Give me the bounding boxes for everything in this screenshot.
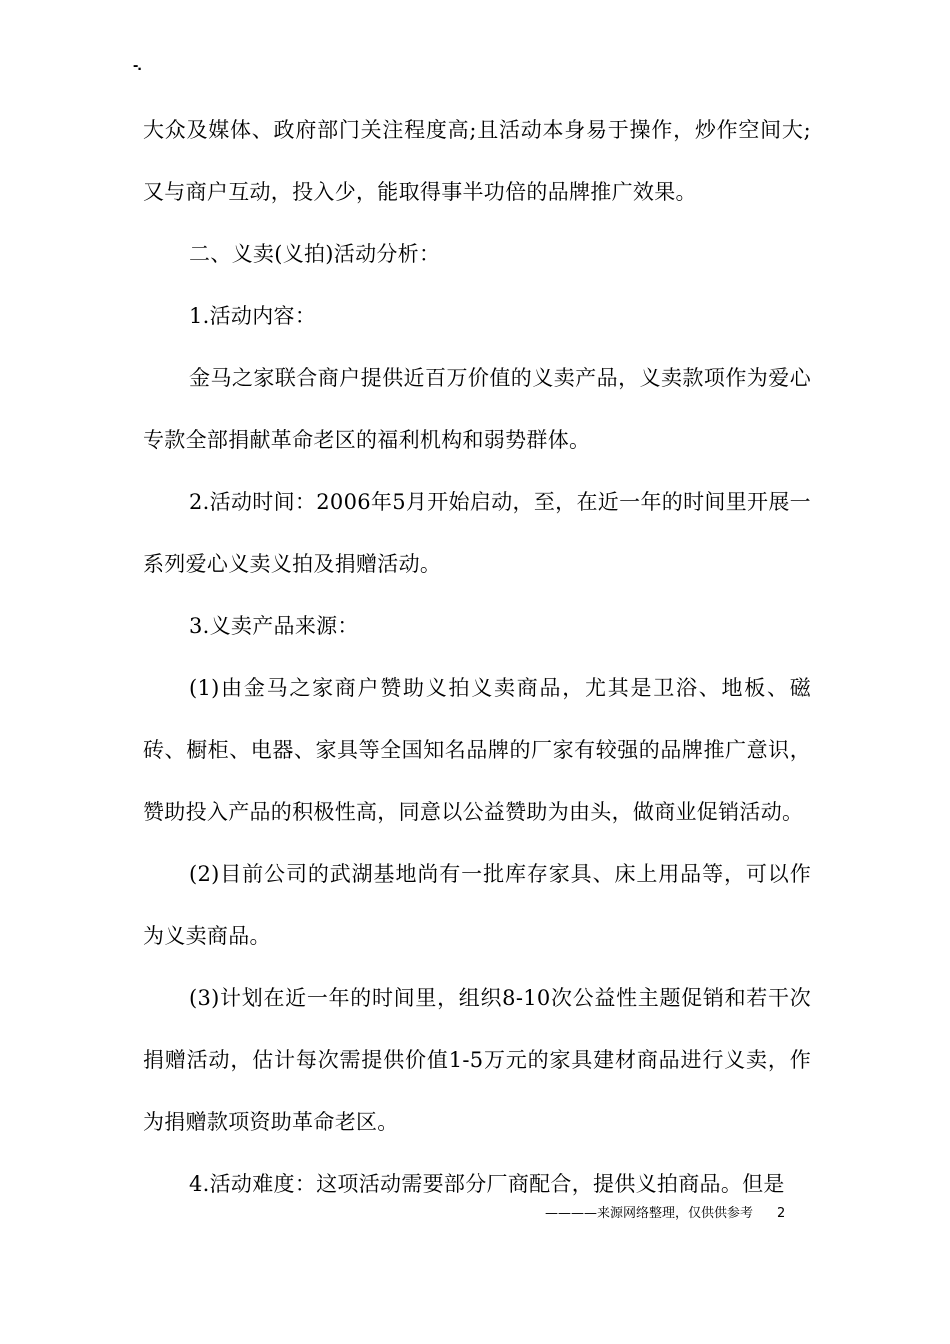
header-mark: -. xyxy=(133,57,141,74)
subheading-product-source: 3.义卖产品来源： xyxy=(189,614,359,638)
paragraph-source-item-1: (1)由金马之家商户赞助义拍义卖商品，尤其是卫浴、地板、磁砖、橱柜、电器、家具等全国知名品牌的厂家有较强的品牌推广意识，赞助投入产品的积极性高，同意以公益赞助为由头，做商业促销活动。 xyxy=(143,676,811,824)
page-number: 2 xyxy=(777,1206,786,1221)
paragraph-activity-time: 2.活动时间：2006年5月开始启动，至，在近一年的时间里开展一系列爱心义卖义拍及捐赠活动。 xyxy=(143,490,811,576)
paragraph-continuation: 大众及媒体、政府部门关注程度高;且活动本身易于操作，炒作空间大;又与商户互动，投入少，能取得事半功倍的品牌推广效果。 xyxy=(143,118,811,204)
section-heading-charity-sale-analysis: 二、义卖(义拍)活动分析： xyxy=(189,242,441,266)
paragraph-activity-difficulty: 4.活动难度：这项活动需要部分厂商配合，提供义拍商品。但是 xyxy=(189,1172,785,1196)
footer-source-note: ————来源网络整理，仅供供参考 xyxy=(545,1206,754,1221)
paragraph-activity-content: 金马之家联合商户提供近百万价值的义卖产品，义卖款项作为爱心专款全部捐献革命老区的福利机构和弱势群体。 xyxy=(143,366,811,452)
page-footer xyxy=(545,1205,785,1223)
document-body xyxy=(143,99,811,1215)
paragraph-source-item-2: (2)目前公司的武湖基地尚有一批库存家具、床上用品等，可以作为义卖商品。 xyxy=(143,862,811,948)
subheading-activity-content: 1.活动内容： xyxy=(189,304,317,328)
paragraph-source-item-3: (3)计划在近一年的时间里，组织8-10次公益性主题促销和若干次捐赠活动，估计每次需提供价值1-5万元的家具建材商品进行义卖，作为捐赠款项资助革命老区。 xyxy=(143,986,811,1134)
